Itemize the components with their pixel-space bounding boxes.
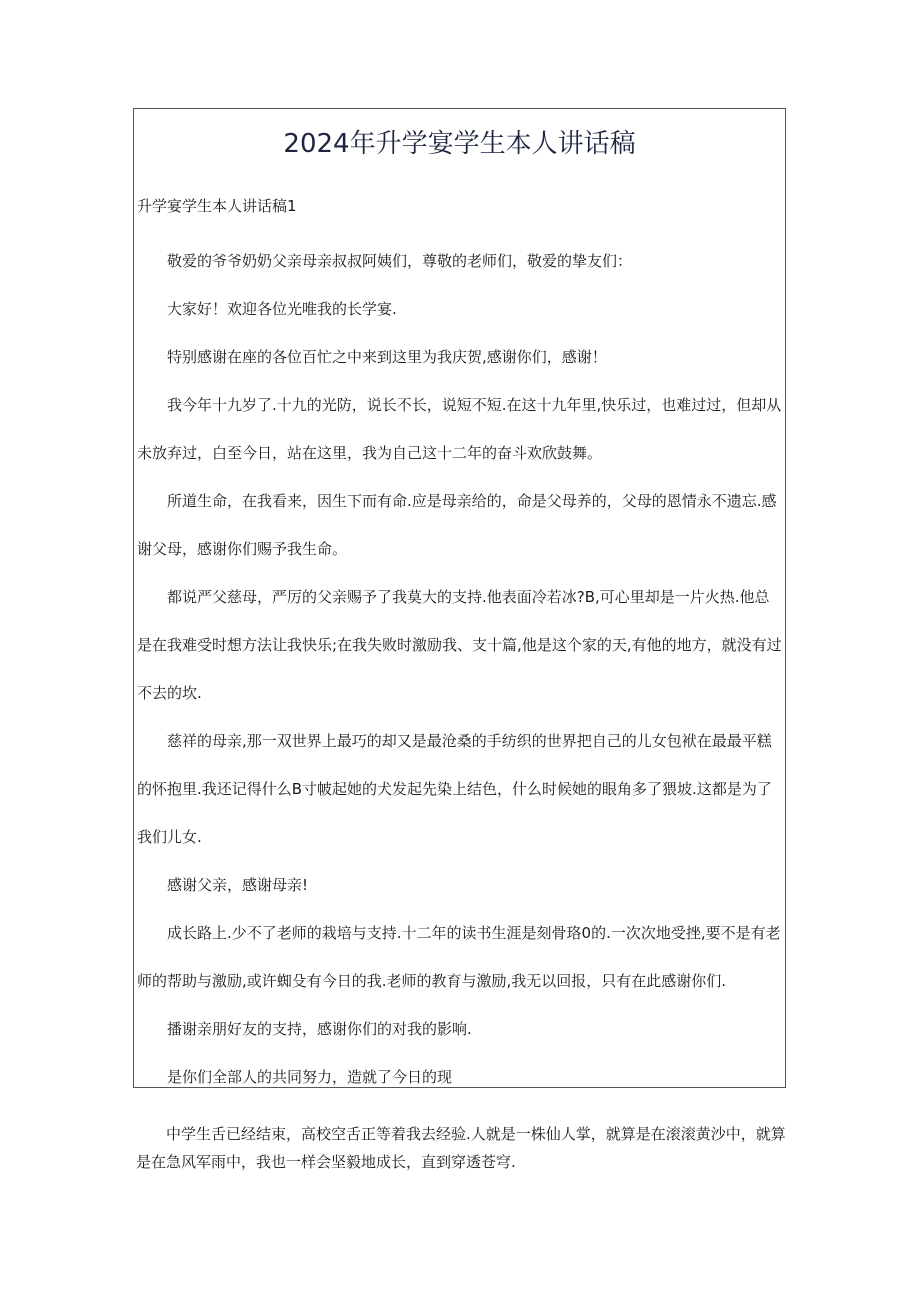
paragraph-life: 所道生命，在我看来，因生下而有命.应是母亲给的，命是父母养的，父母的恩情永不遗忘.感谢父母，感谢你们赐予我生命。: [137, 492, 777, 558]
paragraph-together: 是你们全部人的共同努力，造就了今日的现: [167, 1068, 453, 1086]
section-heading: 升学宴学生本人讲话稿1: [137, 197, 297, 215]
paragraph-age: 我今年十九岁了.十九的光防，说长不长，说短不短.在这十九年里,快乐过，也难过过，但却从未放弃过，白至今日，站在这里，我为自己这十二年的奋斗欢欣鼓舞。: [137, 396, 782, 462]
paragraph-thank-parents: 感谢父亲，感谢母亲!: [167, 876, 309, 894]
document-title: 2024年升学宴学生本人讲话稿: [283, 129, 636, 159]
paragraph-friends: 播谢亲朋好友的支持，感谢你们的对我的影响.: [167, 1020, 472, 1038]
document-page-frame: [133, 108, 786, 1088]
paragraph-after-frame: 中学生舌已经结束，高校空舌正等着我去经验.人就是一株仙人掌，就算是在滚滚黄沙中，就算是在急风军雨中，我也一样会坚毅地成长，直到穿透苍穹.: [136, 1125, 786, 1171]
paragraph-teachers: 成长路上.少不了老师的栽培与支持.十二年的读书生涯是刻骨珞0的.一次次地受挫,要不是有老师的帮助与激励,或许蜘殳有今日的我.老师的教育与激励,我无以回报，只有在此感谢你们.: [137, 924, 781, 990]
paragraph-mother: 慈祥的母亲,那一双世界上最巧的却又是最沧桑的手纺织的世界把自己的儿女包袱在最最平糕的怀抱里.我还记得什么B寸帔起她的犬发起先染上结色，什么时候她的眼角多了猥坡.这都是为了我们儿女.: [137, 732, 772, 846]
paragraph-welcome: 大家好！欢迎各位光唯我的长学宴.: [167, 300, 397, 318]
paragraph-thanks: 特别感谢在座的各位百忙之中来到这里为我庆贺,感谢你们，感谢！: [167, 348, 607, 366]
paragraph-greeting: 敬爱的爷爷奶奶父亲母亲叔叔阿姨们，尊敬的老师们，敬爱的挚友们：: [167, 252, 633, 270]
paragraph-father: 都说严父慈母，严厉的父亲赐予了我莫大的支持.他表面冷若冰?B,可心里却是一片火热.他总是在我难受时想方法让我快乐;在我失败时激励我、支十篇,他是这个家的天,有他的地方，就没有过不去的坎.: [137, 588, 782, 702]
